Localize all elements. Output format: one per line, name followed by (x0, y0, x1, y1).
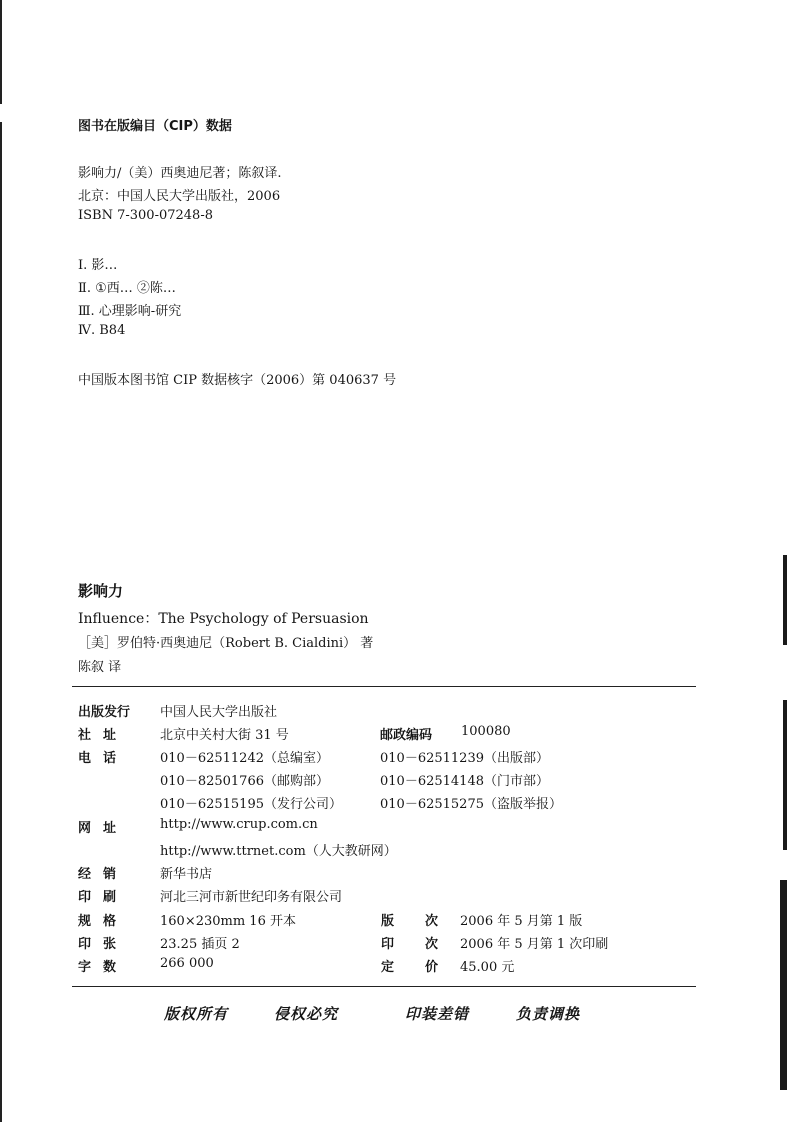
address-label-b: 址 (103, 728, 117, 743)
size-value: 160×230mm 16 开本 (160, 914, 296, 929)
footer-rights: 版权所有 (164, 1005, 229, 1023)
edition-label-b: 次 (425, 914, 439, 929)
sheets-value: 23.25 插页 2 (160, 937, 240, 952)
publisher-label: 出版发行 (78, 705, 131, 720)
edition-value: 2006 年 5 月第 1 版 (460, 914, 583, 929)
sheets-label-b: 张 (103, 937, 117, 952)
cip-title-line: 影响力/（美）西奥迪尼著；陈叙译. (78, 166, 282, 181)
publisher-value: 中国人民大学出版社 (160, 705, 278, 720)
footer-replace: 负责调换 (516, 1005, 581, 1023)
words-label-a: 字 (78, 960, 92, 975)
web-url-1: http://www.crup.com.cn (160, 817, 318, 832)
price-label-b: 价 (425, 960, 439, 975)
book-subtitle: Influence：The Psychology of Persuasion (78, 611, 369, 627)
phone-2-left: 010－82501766（邮购部） (160, 774, 329, 789)
cip-publisher-line: 北京：中国人民大学出版社，2006 (78, 189, 281, 204)
book-author: ［美］罗伯特·西奥迪尼（Robert B. Cialdini） 著 (78, 636, 374, 651)
phone-1-left: 010－62511242（总编室） (160, 751, 329, 766)
cip-record-number: 中国版本图书馆 CIP 数据核字（2006）第 040637 号 (78, 373, 397, 388)
printer-label-a: 印 (78, 890, 92, 905)
web-label-a: 网 (78, 821, 92, 836)
rule-bottom (72, 986, 696, 987)
phone-3-left: 010－62515195（发行公司） (160, 797, 342, 812)
cip-subject-4: Ⅳ. B84 (78, 323, 126, 338)
phone-3-right: 010－62515275（盗版举报） (380, 797, 562, 812)
footer-errors: 印装差错 (405, 1005, 470, 1023)
edition-label-a: 版 (381, 914, 395, 929)
page-edge-right-2 (783, 700, 787, 850)
impression-label-a: 印 (381, 937, 395, 952)
distributor-value: 新华书店 (160, 867, 213, 882)
page-edge-right-1 (783, 555, 787, 645)
postcode-value: 100080 (461, 724, 511, 739)
book-translator: 陈叙 译 (78, 660, 122, 675)
footer-piracy: 侵权必究 (274, 1005, 339, 1023)
address-value: 北京中关村大街 31 号 (160, 728, 289, 743)
distributor-label-a: 经 (78, 867, 92, 882)
words-label-b: 数 (103, 960, 117, 975)
price-value: 45.00 元 (460, 960, 515, 975)
cip-heading: 图书在版编目（CIP）数据 (78, 119, 232, 134)
cip-subject-1: Ⅰ. 影… (78, 258, 118, 273)
phone-2-right: 010－62514148（门市部） (380, 774, 549, 789)
words-value: 266 000 (160, 956, 214, 971)
book-title: 影响力 (78, 582, 124, 600)
phone-1-right: 010－62511239（出版部） (380, 751, 549, 766)
size-label-b: 格 (103, 914, 117, 929)
cip-subject-2: Ⅱ. ①西… ②陈… (78, 281, 176, 296)
impression-value: 2006 年 5 月第 1 次印刷 (460, 937, 609, 952)
price-label-a: 定 (381, 960, 395, 975)
page-edge-left (0, 0, 2, 1122)
distributor-label-b: 销 (103, 867, 117, 882)
cip-subject-3: Ⅲ. 心理影响-研究 (78, 304, 182, 319)
printer-label-b: 刷 (103, 890, 117, 905)
phone-label-b: 话 (103, 751, 117, 766)
address-label-a: 社 (78, 728, 92, 743)
page-edge-right-3 (780, 880, 787, 1090)
web-label-b: 址 (103, 821, 117, 836)
web-url-2: http://www.ttrnet.com（人大教研网） (160, 844, 397, 859)
printer-value: 河北三河市新世纪印务有限公司 (160, 890, 343, 905)
cip-isbn: ISBN 7-300-07248-8 (78, 208, 213, 223)
size-label-a: 规 (78, 914, 92, 929)
phone-label-a: 电 (78, 751, 92, 766)
page-edge-gap (0, 104, 3, 122)
rule-top (72, 686, 696, 687)
sheets-label-a: 印 (78, 937, 92, 952)
postcode-label: 邮政编码 (380, 728, 433, 743)
impression-label-b: 次 (425, 937, 439, 952)
